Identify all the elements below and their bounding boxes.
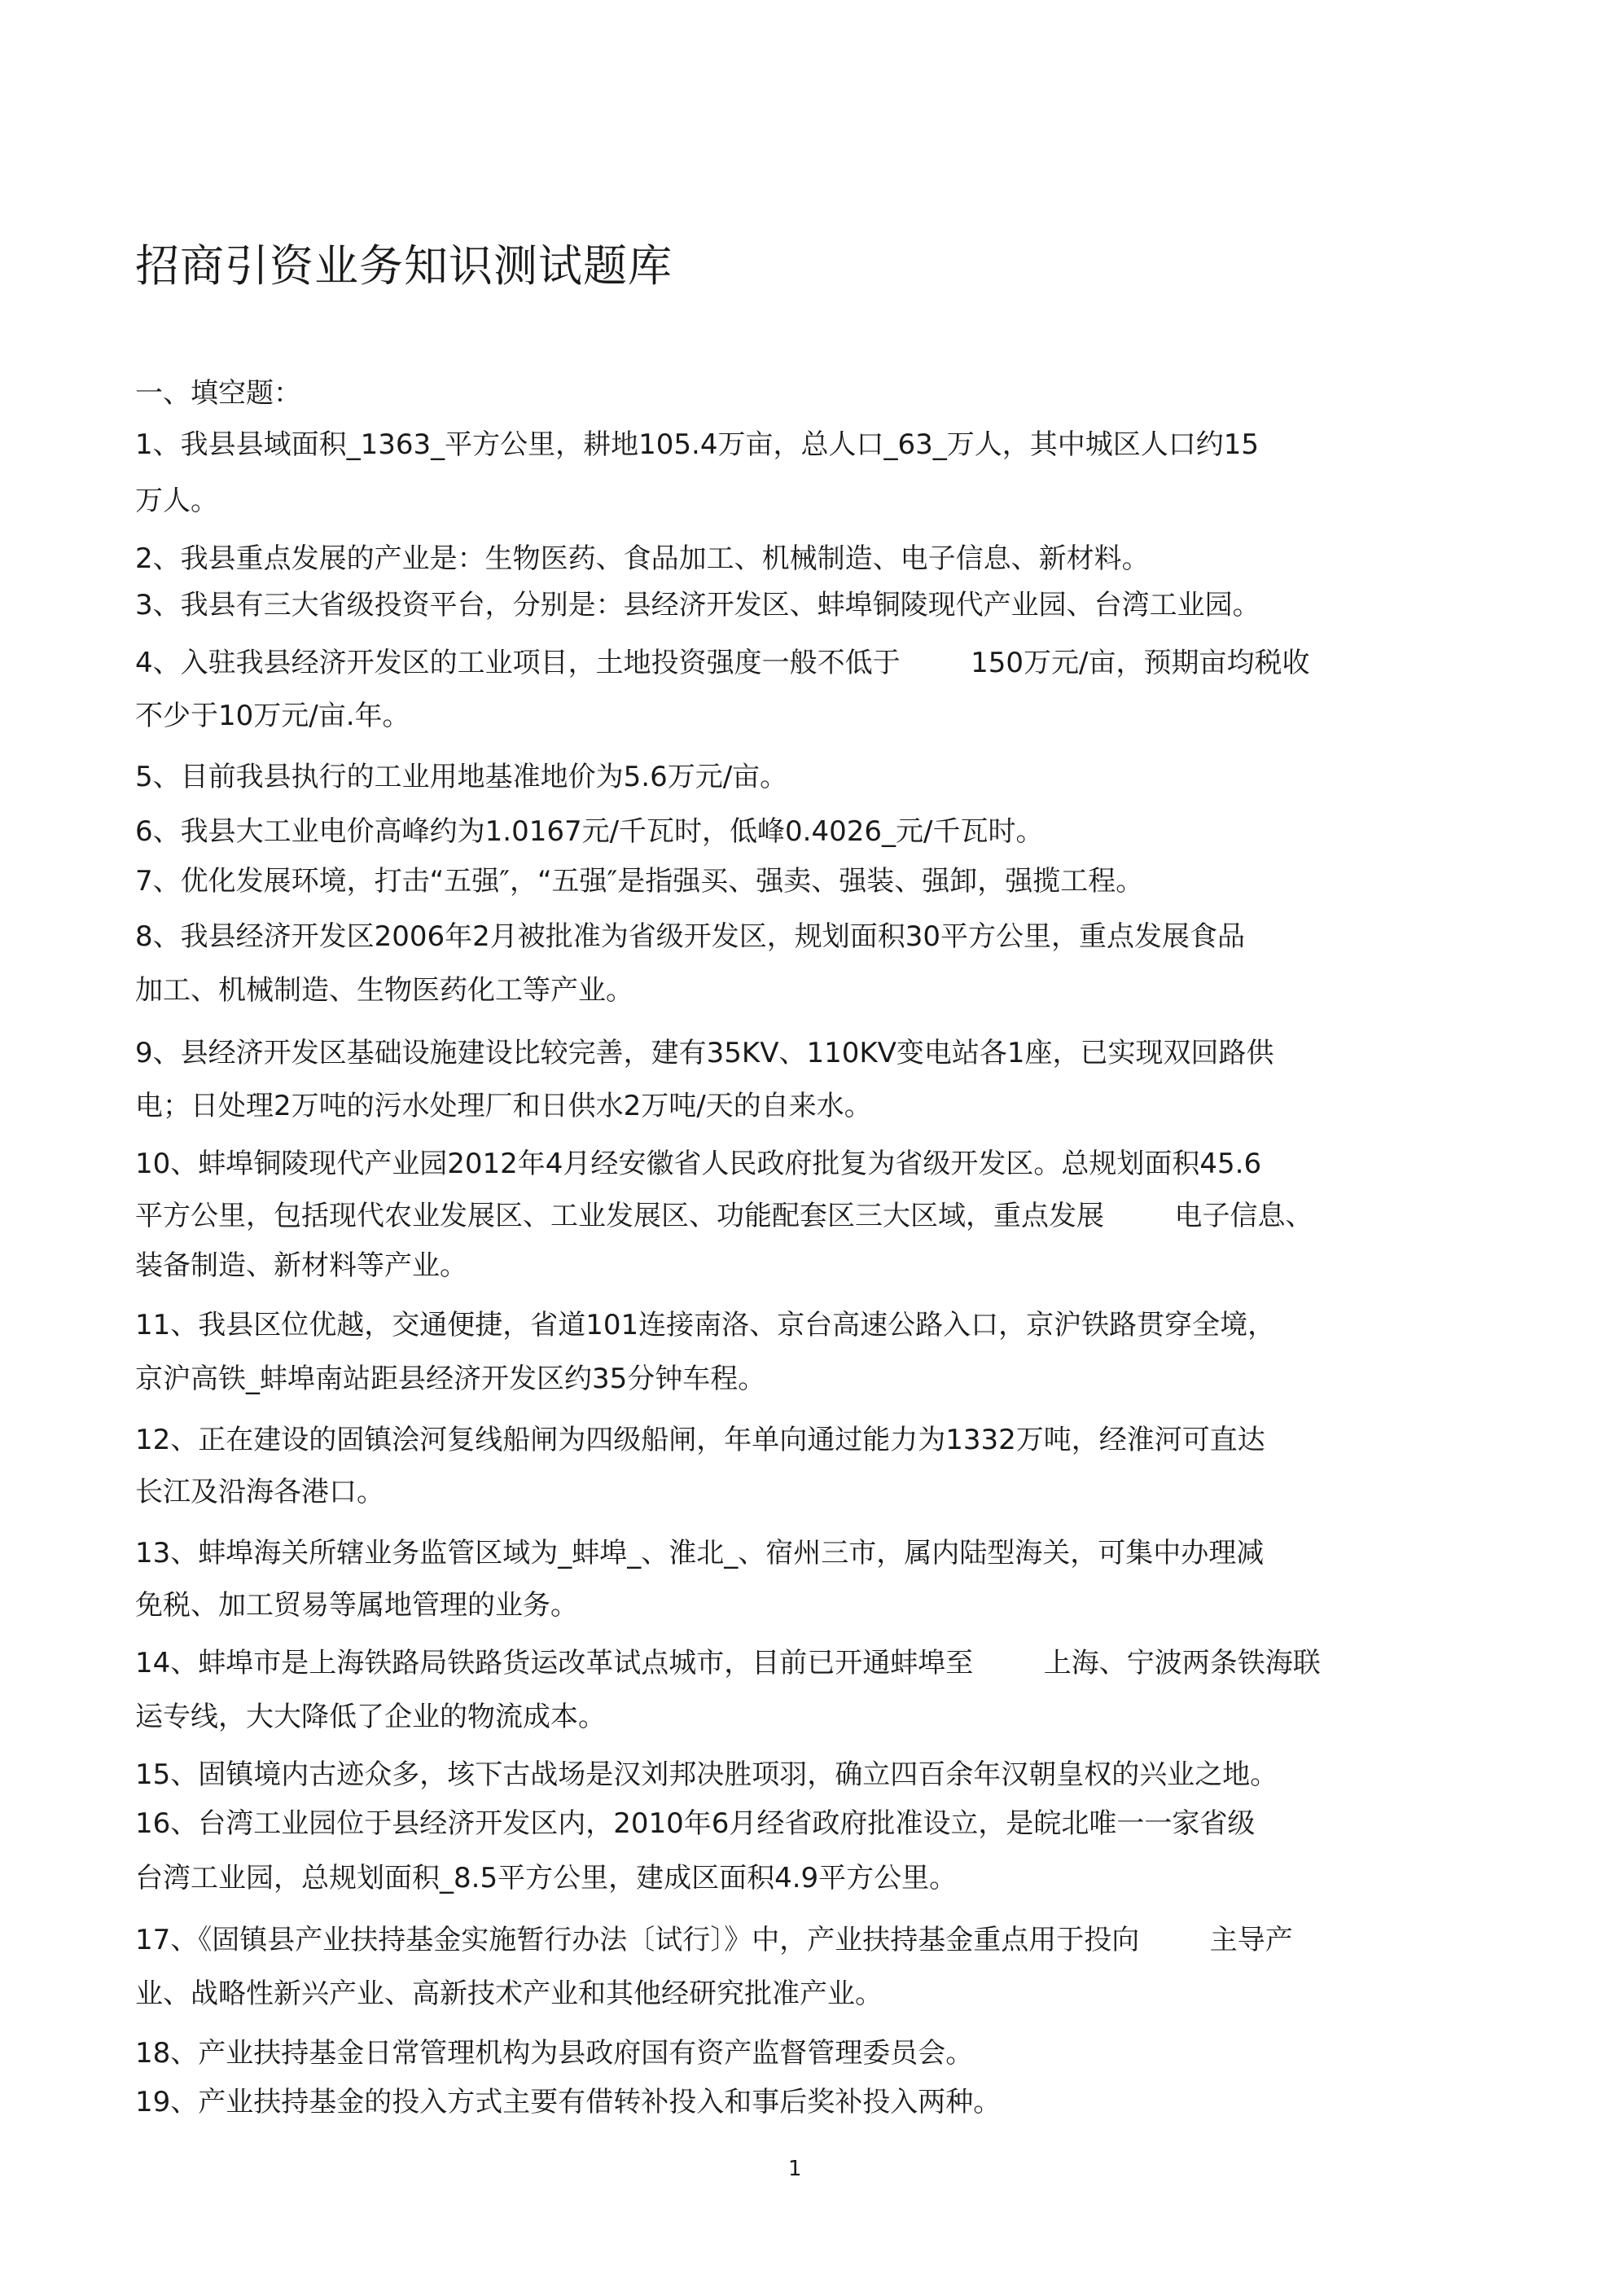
question-8-line-1: 8、我县经济开发区2006年2月被批准为省级开发区，规划面积30平方公里，重点发展食品	[135, 920, 1246, 953]
question-12-line-1: 12、正在建设的固镇浍河复线船闸为四级船闸，年单向通过能力为1332万吨，经淮河可直达	[135, 1424, 1265, 1456]
question-7: 7、优化发展环境，打击“五强″，“五强″是指强买、强卖、强装、强卸，强揽工程。	[135, 865, 1144, 898]
question-1-line-1: 1、我县县域面积_1363_平方公里，耕地105.4万亩，总人口_63_万人，其中城区人口约15	[135, 428, 1260, 461]
question-6: 6、我县大工业电价高峰约为1.0167元/千瓦时，低峰0.4026_元/千瓦时。	[135, 815, 1044, 848]
question-4-line-1: 4、入驻我县经济开发区的工业项目，土地投资强度一般不低于 150万元/亩，预期亩均税收	[135, 647, 1310, 679]
question-18: 18、产业扶持基金日常管理机构为县政府国有资产监督管理委员会。	[135, 2037, 974, 2070]
question-14-line-1: 14、蚌埠市是上海铁路局铁路货运改革试点城市，目前已开通蚌埠至 上海、宁波两条铁海联	[135, 1647, 1321, 1679]
question-15: 15、固镇境内古迹众多，垓下古战场是汉刘邦决胜项羽，确立四百余年汉朝皇权的兴业之地。	[135, 1758, 1278, 1791]
question-9-line-2: 电；日处理2万吨的污水处理厂和日供水2万吨/天的自来水。	[135, 1090, 872, 1122]
question-11-line-2: 京沪高铁_蚌埠南站距县经济开发区约35分钟车程。	[135, 1363, 766, 1395]
question-4-line-2: 不少于10万元/亩.年。	[135, 700, 410, 732]
question-16-line-1: 16、台湾工业园位于县经济开发区内，2010年6月经省政府批准设立，是皖北唯一一家省级	[135, 1807, 1256, 1840]
question-17-line-1: 17、《固镇县产业扶持基金实施暂行办法〔试行〕》中，产业扶持基金重点用于投向 主导产	[135, 1924, 1293, 1956]
page-number: 1	[788, 2157, 802, 2181]
question-10-line-2: 平方公里，包括现代农业发展区、工业发展区、功能配套区三大区域，重点发展 电子信息、	[135, 1200, 1313, 1232]
question-5: 5、目前我县执行的工业用地基准地价为5.6万元/亩。	[135, 761, 788, 793]
question-10-line-1: 10、蚌埠铜陵现代产业园2012年4月经安徽省人民政府批复为省级开发区。总规划面积45.6	[135, 1148, 1262, 1180]
question-9-line-1: 9、县经济开发区基础设施建设比较完善，建有35KV、110KV变电站各1座，已实现双回路供	[135, 1037, 1274, 1069]
question-13-line-1: 13、蚌埠海关所辖业务监管区域为_蚌埠_、淮北_、宿州三市，属内陆型海关，可集中办理减	[135, 1537, 1265, 1569]
question-16-line-2: 台湾工业园，总规划面积_8.5平方公里，建成区面积4.9平方公里。	[135, 1862, 958, 1894]
question-17-line-2: 业、战略性新兴产业、高新技术产业和其他经研究批准产业。	[135, 1978, 883, 2010]
question-14-line-2: 运专线，大大降低了企业的物流成本。	[135, 1701, 606, 1733]
page-title: 招商引资业务知识测试题库	[135, 240, 673, 292]
section-heading: 一、填空题：	[135, 377, 301, 410]
question-11-line-1: 11、我县区位优越，交通便捷，省道101连接南洛、京台高速公路入口，京沪铁路贯穿全境，	[135, 1309, 1276, 1341]
question-1-line-2: 万人。	[135, 485, 218, 517]
question-19: 19、产业扶持基金的投入方式主要有借转补投入和事后奖补投入两种。	[135, 2086, 1002, 2118]
question-12-line-2: 长江及沿海各港口。	[135, 1476, 384, 1508]
question-2: 2、我县重点发展的产业是：生物医药、食品加工、机械制造、电子信息、新材料。	[135, 542, 1150, 575]
question-8-line-2: 加工、机械制造、生物医药化工等产业。	[135, 974, 633, 1007]
question-13-line-2: 免税、加工贸易等属地管理的业务。	[135, 1589, 578, 1622]
question-10-line-3: 装备制造、新材料等产业。	[135, 1249, 467, 1282]
question-3: 3、我县有三大省级投资平台，分别是：县经济开发区、蚌埠铜陵现代产业园、台湾工业园。	[135, 589, 1260, 621]
